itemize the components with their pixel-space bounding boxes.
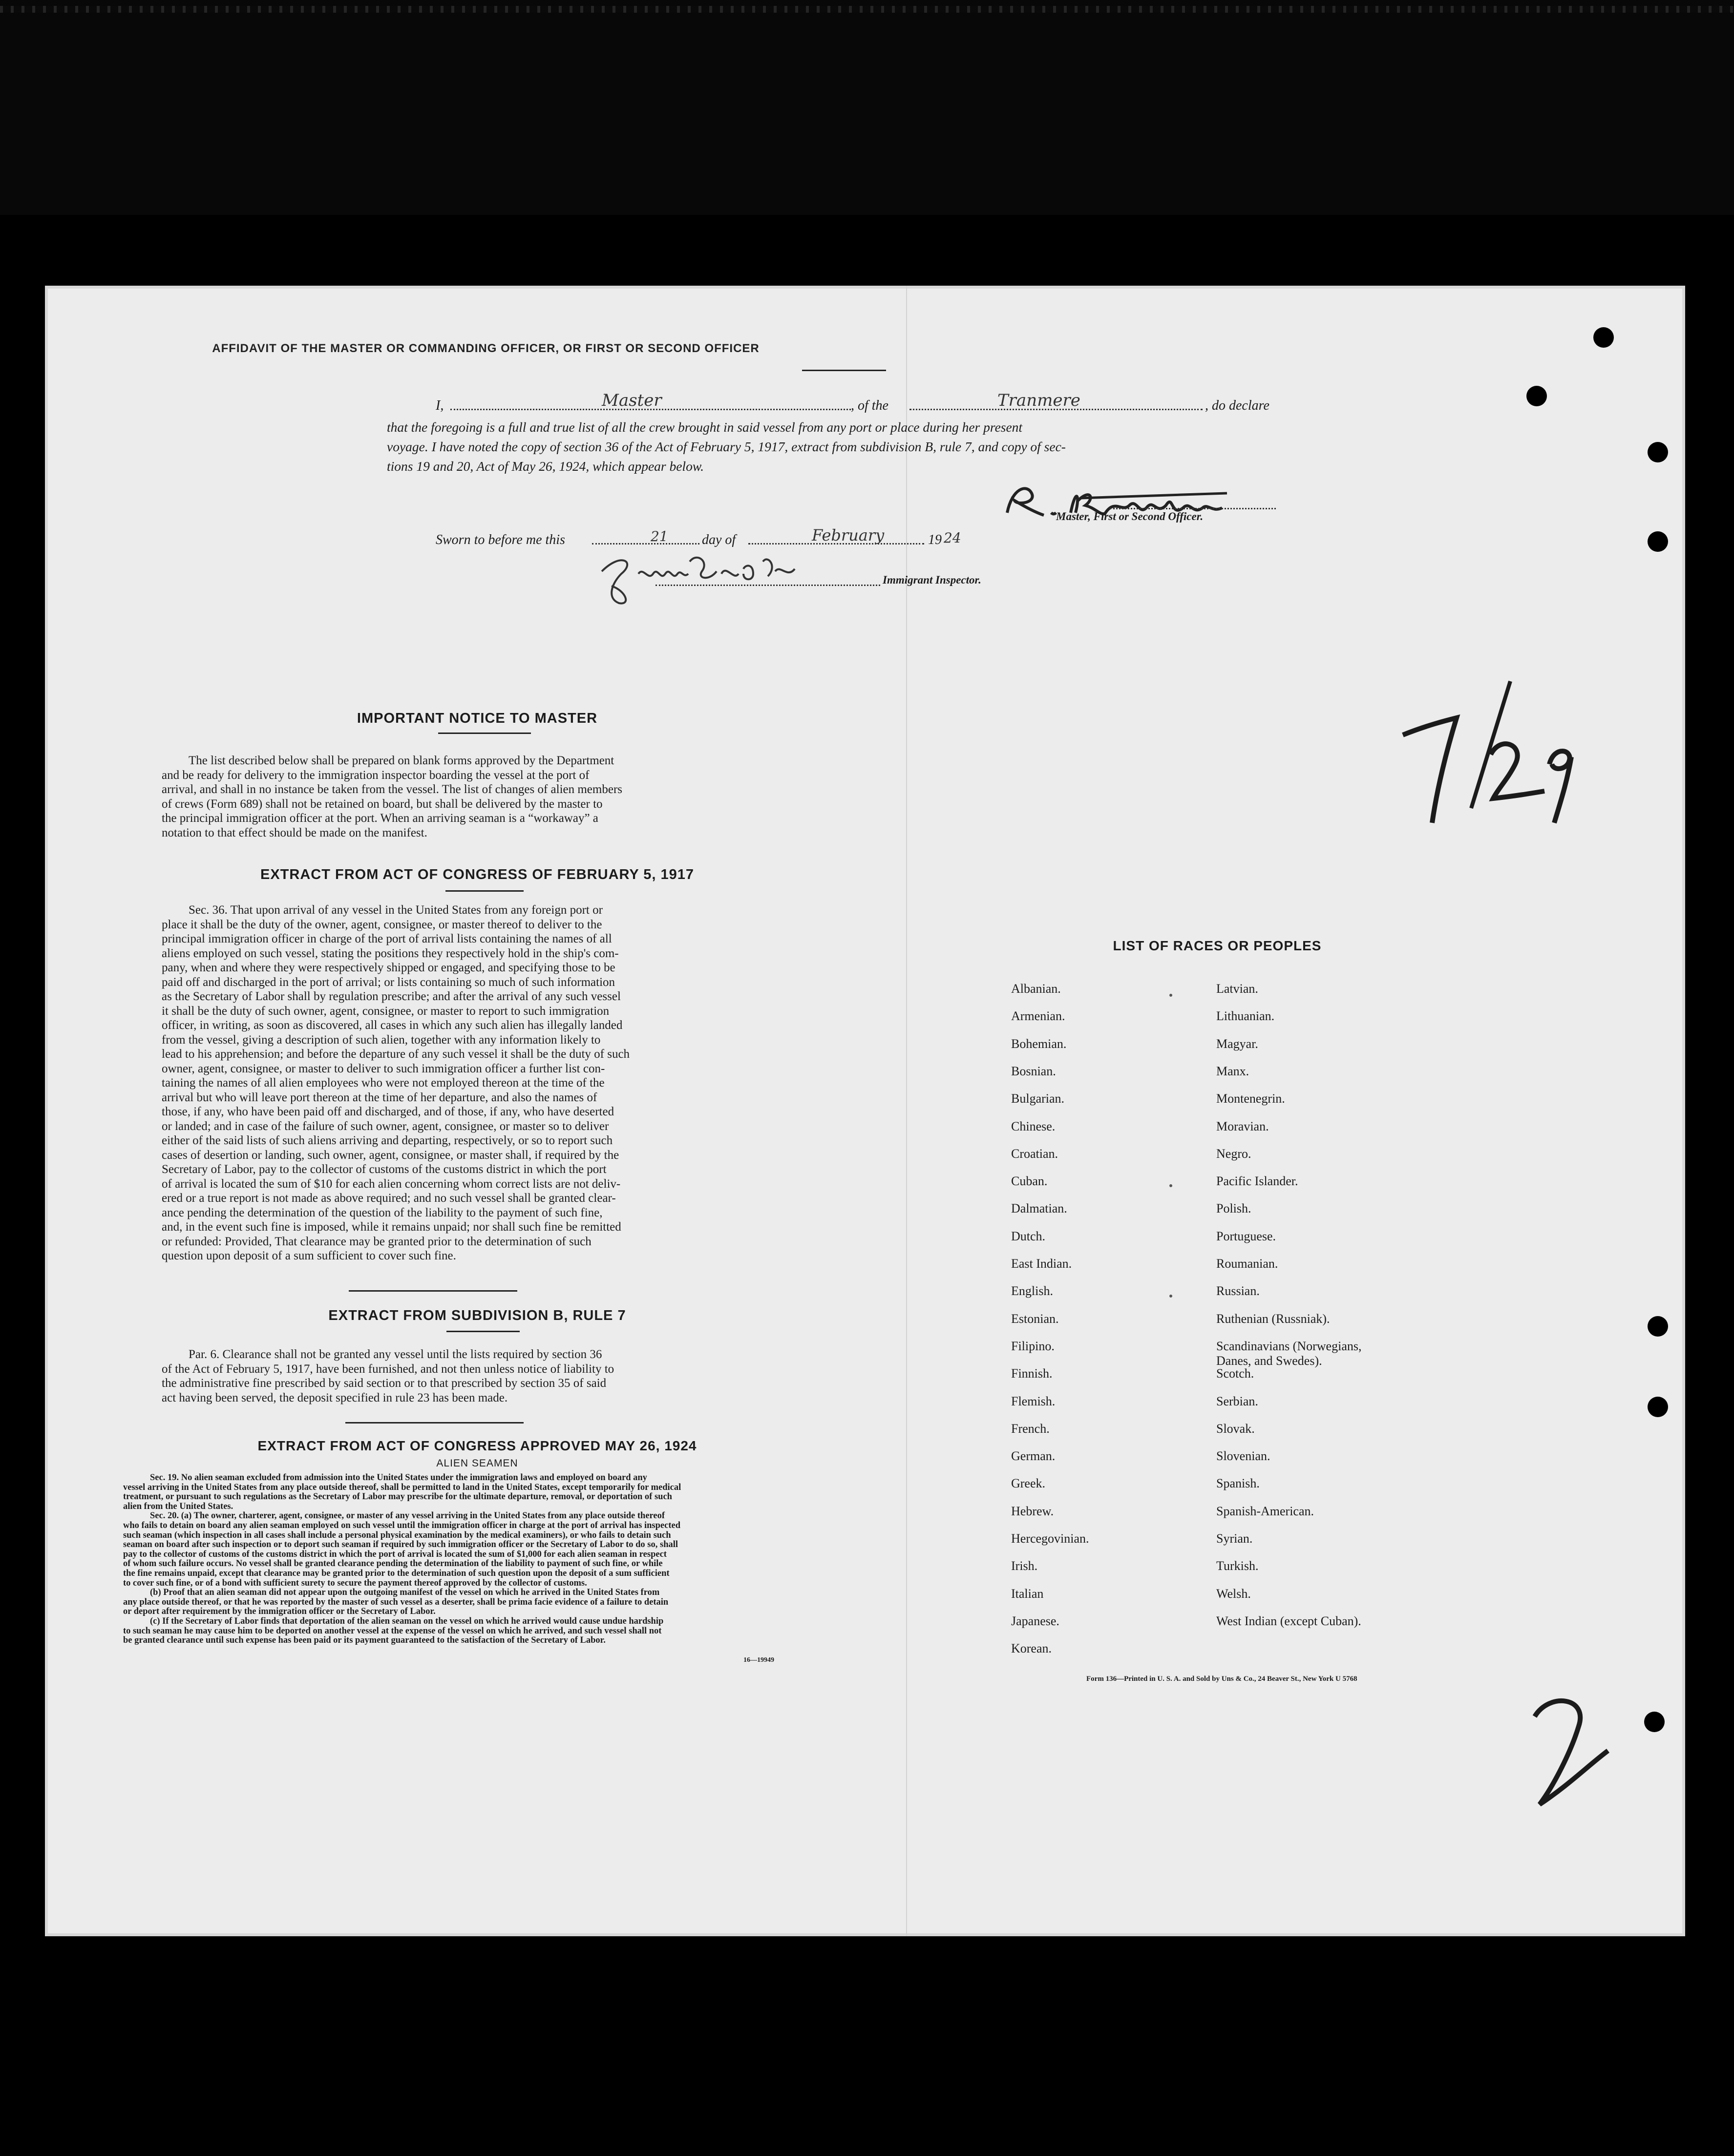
divider bbox=[349, 1290, 517, 1292]
handwritten-day: 21 bbox=[651, 528, 668, 544]
text-line: (b) Proof that an alien seaman did not appear upon the outgoing manifest of the vessel on which he arrived in the United States from bbox=[150, 1588, 660, 1598]
text-line: pany, when and where they were respectively shipped or engaged, and specifying those to be bbox=[162, 961, 615, 974]
text-line: place it shall be the duty of the owner, agent, consignee, or master thereof to deliver to the bbox=[162, 918, 602, 931]
divider bbox=[445, 890, 524, 892]
race-item: Hebrew. bbox=[1011, 1504, 1054, 1518]
text-line: principal immigration officer in charge of the port of arrival lists containing the names of all bbox=[162, 932, 612, 945]
text-line: The list described below shall be prepared on blank forms approved by the Department bbox=[189, 754, 614, 767]
text-line: either of the said lists of such aliens arriving and departing, respectively, or so to report such bbox=[162, 1134, 613, 1147]
race-item: Spanish-American. bbox=[1216, 1504, 1314, 1518]
race-item: Chinese. bbox=[1011, 1119, 1056, 1133]
text-line: act having been served, the deposit specified in rule 23 has been made. bbox=[162, 1391, 508, 1404]
print-speck bbox=[1169, 994, 1172, 997]
race-item: Portuguese. bbox=[1216, 1229, 1276, 1243]
race-item: Slovenian. bbox=[1216, 1449, 1270, 1464]
race-item: Welsh. bbox=[1216, 1586, 1251, 1601]
sworn-day-line bbox=[592, 543, 699, 544]
text-line: vessel arriving in the United States from any place outside thereof, shall be permitted to land in the United States, except temporarily for medical bbox=[123, 1483, 681, 1492]
race-item: Syrian. bbox=[1216, 1531, 1253, 1546]
form-footer: Form 136—Printed in U. S. A. and Sold by Uns & Co., 24 Beaver St., New York U 5768 bbox=[1086, 1675, 1357, 1683]
race-item: English. bbox=[1011, 1284, 1053, 1298]
binding-hole bbox=[1648, 442, 1668, 462]
race-item: French. bbox=[1011, 1421, 1050, 1436]
race-item: Hercegovinian. bbox=[1011, 1531, 1089, 1546]
print-speck bbox=[1169, 1295, 1172, 1298]
text-line: of crews (Form 689) shall not be retained on board, but shall be delivered by the master to bbox=[162, 797, 603, 811]
text-line: (c) If the Secretary of Labor finds that deportation of the alien seaman on the vessel on which he arrived would cause undue hardship bbox=[150, 1616, 664, 1626]
year-prefix: 19 bbox=[928, 532, 942, 547]
race-item: Croatian. bbox=[1011, 1146, 1058, 1161]
text-line: lead to his apprehension; and before the departure of any such vessel it shall be the duty of such bbox=[162, 1047, 630, 1061]
signature-label: Master, First or Second Officer. bbox=[1056, 510, 1204, 523]
text-line: of arrival is located the sum of $10 for each alien concerning whom correct lists are not deliv- bbox=[162, 1177, 621, 1191]
binding-hole bbox=[1648, 531, 1668, 552]
race-item: Ruthenian (Russniak). bbox=[1216, 1311, 1330, 1326]
race-item: Roumanian. bbox=[1216, 1256, 1278, 1271]
race-item: Korean. bbox=[1011, 1641, 1052, 1656]
act1924-title: EXTRACT FROM ACT OF CONGRESS APPROVED MAY 26, 1924 bbox=[257, 1438, 697, 1453]
race-item: Bohemian. bbox=[1011, 1036, 1067, 1051]
race-item: Greek. bbox=[1011, 1476, 1046, 1491]
affidavit-title: AFFIDAVIT OF THE MASTER OR COMMANDING OFFICER, OR FIRST OR SECOND OFFICER bbox=[212, 342, 760, 355]
race-item: Polish. bbox=[1216, 1201, 1251, 1216]
text-line: pay to the collector of customs of the customs district in which the port of arrival is located the sum of $1,000 for each alien seaman in respect bbox=[123, 1549, 667, 1559]
act1917-title: EXTRACT FROM ACT OF CONGRESS OF FEBRUARY 5, 1917 bbox=[260, 867, 695, 882]
race-item: Manx. bbox=[1216, 1064, 1249, 1078]
text-line: of whom such failure occurs. No vessel shall be granted clearance pending the determination of the liability to payment of such fine, or while bbox=[123, 1559, 663, 1569]
text-line: Par. 6. Clearance shall not be granted any vessel until the lists required by section 36 bbox=[189, 1348, 602, 1361]
text-line: arrival but who will leave port thereon at the time of her departure, and also the names of bbox=[162, 1090, 597, 1104]
text-line: ance pending the determination of the question of the liability to the payment of such fine, bbox=[162, 1206, 603, 1219]
text-line: treatment, or pursuant to such regulations as the Secretary of Labor may prescribe for the ultimate departure, removal, or deportation of such bbox=[123, 1492, 672, 1502]
text-line: taining the names of all alien employees who were not employed thereon at the time of the bbox=[162, 1076, 605, 1089]
race-item: Italian bbox=[1011, 1586, 1044, 1601]
text-line: be granted clearance until such expense has been paid or its payment guaranteed to the satisfaction of the Secretary of Labor. bbox=[123, 1636, 606, 1646]
film-scan-strip bbox=[0, 6, 1734, 13]
print-speck bbox=[1169, 1184, 1172, 1187]
race-item: Bulgarian. bbox=[1011, 1091, 1065, 1106]
race-item: West Indian (except Cuban). bbox=[1216, 1613, 1361, 1628]
race-item: Dutch. bbox=[1011, 1229, 1046, 1243]
text-line: aliens employed on such vessel, stating the positions they respectively hold in the ship's com- bbox=[162, 946, 619, 960]
text-line: Sec. 19. No alien seaman excluded from admission into the United States under the immigration laws and employed on board any bbox=[150, 1473, 647, 1483]
text-line: and, in the event such fine is imposed, while it remains unpaid; nor shall such fine be remitted bbox=[162, 1220, 621, 1234]
handwritten-vessel: Tranmere bbox=[997, 391, 1080, 410]
rule7-title: EXTRACT FROM SUBDIVISION B, RULE 7 bbox=[328, 1308, 626, 1323]
center-fold bbox=[906, 286, 907, 1936]
race-item: Filipino. bbox=[1011, 1339, 1055, 1353]
affidavit-do-declare: , do declare bbox=[1205, 398, 1269, 413]
race-item: Lithuanian. bbox=[1216, 1009, 1275, 1024]
text-line: Secretary of Labor, pay to the collector of customs of the customs district in which the port bbox=[162, 1163, 607, 1176]
handwritten-mark bbox=[1530, 1687, 1613, 1814]
text-line: arrival, and shall in no instance be taken from the vessel. The list of changes of alien members bbox=[162, 783, 622, 796]
binding-hole bbox=[1644, 1712, 1665, 1732]
text-line: or landed; and in case of the failure of such owner, agent, consignee, or master so to deliver bbox=[162, 1119, 609, 1133]
text-line: paid off and discharged in the port of arrival; or lists containing so much of such information bbox=[162, 975, 615, 989]
divider bbox=[438, 733, 531, 734]
race-item: Scotch. bbox=[1216, 1366, 1254, 1381]
race-item: Spanish. bbox=[1216, 1476, 1260, 1491]
signature-line bbox=[1110, 508, 1276, 509]
race-item: Danes, and Swedes). bbox=[1216, 1353, 1322, 1368]
text-line: who fails to detain on board any alien seaman employed on such vessel until the immigration officer in charge at the port of arrival has inspected bbox=[123, 1521, 680, 1530]
text-line: from the vessel, giving a description of such alien, together with any information likely to bbox=[162, 1033, 601, 1047]
inspector-signature bbox=[592, 552, 866, 606]
divider bbox=[446, 1331, 520, 1332]
race-item: Scandinavians (Norwegians, bbox=[1216, 1339, 1362, 1353]
race-item: Turkish. bbox=[1216, 1559, 1259, 1573]
text-line: such seaman (which inspection in all cases shall include a personal physical examination by the medical examiners), or who fails to detain such bbox=[123, 1530, 671, 1540]
text-line: or refunded: Provided, That clearance may be granted prior to the determination of such bbox=[162, 1235, 592, 1248]
text-line: any place outside thereof, or that he was reported by the master of such vessel as a deserter, shall be prima facie evidence of a failure to detain bbox=[123, 1597, 669, 1607]
text-line: alien from the United States. bbox=[123, 1502, 233, 1511]
affidavit-line-4: tions 19 and 20, Act of May 26, 1924, which appear below. bbox=[387, 459, 704, 474]
race-item: Magyar. bbox=[1216, 1036, 1258, 1051]
race-item: Japanese. bbox=[1011, 1613, 1059, 1628]
race-item: Dalmatian. bbox=[1011, 1201, 1067, 1216]
text-line: ered or a true report is not made as above required; and no such vessel shall be granted clear- bbox=[162, 1192, 616, 1205]
sworn-day-of: day of bbox=[702, 532, 736, 547]
race-item: Russian. bbox=[1216, 1284, 1260, 1298]
binding-hole bbox=[1648, 1397, 1668, 1417]
race-item: Finnish. bbox=[1011, 1366, 1053, 1381]
race-item: Albanian. bbox=[1011, 982, 1061, 996]
race-item: German. bbox=[1011, 1449, 1056, 1464]
document-page bbox=[45, 286, 1685, 1936]
text-line: to such seaman he may cause him to be deported on another vessel at the expense of the vessel on which he arrived, and such vessel shall not bbox=[123, 1626, 662, 1636]
race-item: East Indian. bbox=[1011, 1256, 1072, 1271]
race-item: Cuban. bbox=[1011, 1174, 1048, 1189]
race-item: Serbian. bbox=[1216, 1394, 1258, 1408]
text-line: notation to that effect should be made on the manifest. bbox=[162, 826, 427, 839]
text-line: cases of desertion or landing, such owner, agent, consignee, or master shall, if required by the bbox=[162, 1148, 619, 1162]
sworn-prefix: Sworn to before me this bbox=[436, 532, 565, 547]
text-line: those, if any, who have been paid off and discharged, and of those, if any, who have deserted bbox=[162, 1105, 614, 1118]
race-item: Bosnian. bbox=[1011, 1064, 1056, 1078]
text-line: of the Act of February 5, 1917, have been furnished, and not then unless notice of liability to bbox=[162, 1362, 614, 1376]
form-code: 16—19949 bbox=[743, 1656, 774, 1664]
text-line: question upon deposit of a sum sufficient to cover such fine. bbox=[162, 1249, 456, 1262]
text-line: Sec. 20. (a) The owner, charterer, agent, consignee, or master of any vessel arriving in the United States from any place outside thereof bbox=[150, 1511, 665, 1521]
film-border-top bbox=[0, 0, 1734, 215]
text-line: and be ready for delivery to the immigration inspector boarding the vessel at the port of bbox=[162, 768, 590, 782]
text-line: owner, agent, consignee, or master to deliver to such immigration officer a further list con- bbox=[162, 1062, 605, 1075]
inspector-label: Immigrant Inspector. bbox=[883, 574, 981, 586]
divider bbox=[802, 370, 886, 371]
text-line: the fine remains unpaid, except that clearance may be granted prior to the determination of such question upon the deposit of a sum sufficient bbox=[123, 1569, 670, 1578]
affidavit-i: I, bbox=[436, 398, 444, 413]
text-line: as the Secretary of Labor shall by regulation prescribe; and after the arrival of any such vessel bbox=[162, 990, 621, 1003]
affidavit-of-the: , of the bbox=[851, 398, 888, 413]
rule7-text bbox=[162, 1347, 793, 1405]
affidavit-line-3: voyage. I have noted the copy of section 36 of the Act of February 5, 1917, extract from subdivision B, rule 7, and copy of sec- bbox=[387, 439, 1066, 454]
text-line: to cover such fine, or of a bond with sufficient surety to secure the payment thereof approved by the collector of customs. bbox=[123, 1578, 587, 1588]
race-item: Pacific Islander. bbox=[1216, 1174, 1298, 1189]
act1917-text bbox=[162, 903, 793, 1263]
race-item: Latvian. bbox=[1216, 982, 1258, 996]
text-line: or deport after requirement by the immigration officer or the Secretary of Labor. bbox=[123, 1607, 436, 1617]
act1924-text bbox=[123, 1473, 826, 1646]
race-item: Negro. bbox=[1216, 1146, 1251, 1161]
race-item: Armenian. bbox=[1011, 1009, 1065, 1024]
race-item: Montenegrin. bbox=[1216, 1091, 1285, 1106]
text-line: the principal immigration officer at the port. When an arriving seaman is a “workaway” a bbox=[162, 812, 598, 825]
text-line: it shall be the duty of such owner, agent, consignee, or master to report to such immigration bbox=[162, 1004, 610, 1018]
race-item: Slovak. bbox=[1216, 1421, 1255, 1436]
binding-hole bbox=[1526, 386, 1547, 406]
notice-text bbox=[162, 754, 793, 840]
race-item: Flemish. bbox=[1011, 1394, 1056, 1408]
races-title: LIST OF RACES OR PEOPLES bbox=[1113, 938, 1322, 953]
act1924-subtitle: ALIEN SEAMEN bbox=[436, 1458, 518, 1469]
affidavit-line-2: that the foregoing is a full and true list of all the crew brought in said vessel from any port or place during her present bbox=[387, 419, 1023, 435]
notice-title: IMPORTANT NOTICE TO MASTER bbox=[357, 711, 598, 726]
handwritten-year: 24 bbox=[944, 530, 961, 546]
binding-hole bbox=[1648, 1316, 1668, 1337]
handwritten-rank: Master bbox=[602, 391, 662, 410]
handwritten-count-mark bbox=[1398, 676, 1603, 837]
text-line: the administrative fine prescribed by said section or to that prescribed by section 35 of said bbox=[162, 1377, 607, 1390]
handwritten-month: February bbox=[812, 526, 885, 544]
text-line: Sec. 36. That upon arrival of any vessel in the United States from any foreign port or bbox=[189, 903, 603, 917]
binding-hole bbox=[1593, 327, 1614, 348]
inspector-line bbox=[656, 585, 880, 586]
race-item: Estonian. bbox=[1011, 1311, 1059, 1326]
text-line: officer, in writing, as soon as discovered, all cases in which any such alien has illegally landed bbox=[162, 1019, 623, 1032]
divider bbox=[345, 1422, 524, 1423]
race-item: Moravian. bbox=[1216, 1119, 1269, 1133]
text-line: seaman on board after such inspection or to deport such seaman if required by such immigration officer or the Secretary of Labor to do so, shall bbox=[123, 1540, 678, 1550]
race-item: Irish. bbox=[1011, 1559, 1038, 1573]
